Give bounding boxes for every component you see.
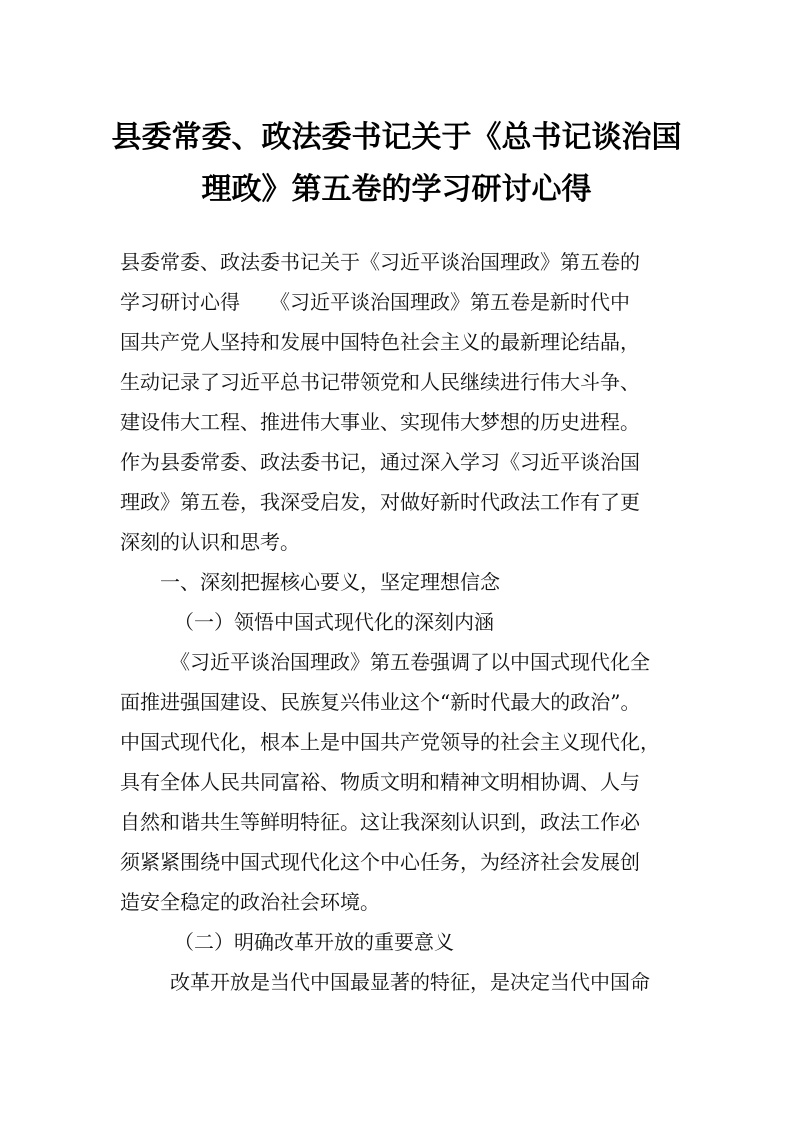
paragraph-line-7: 造安全稳定的政治社会环境。 xyxy=(120,890,380,914)
body-line-1: 县委常委、政法委书记关于《习近平谈治国理政》第五卷的 xyxy=(120,250,640,274)
paragraph-line-8: 改革开放是当代中国最显著的特征，是决定当代中国命 xyxy=(170,970,650,994)
paragraph-line-4: 具有全体人民共同富裕、物质文明和精神文明相协调、人与 xyxy=(120,770,640,794)
body-line-8: 深刻的认识和思考。 xyxy=(120,530,300,554)
paragraph-line-3: 中国式现代化，根本上是中国共产党领导的社会主义现代化， xyxy=(120,730,660,754)
paragraph-line-6: 须紧紧围绕中国式现代化这个中心任务，为经济社会发展创 xyxy=(120,850,640,874)
paragraph-line-1: 《习近平谈治国理政》第五卷强调了以中国式现代化全 xyxy=(170,650,650,674)
subsection-heading-1: （一）领悟中国式现代化的深刻内涵 xyxy=(174,610,494,634)
document-body xyxy=(120,242,680,1002)
paragraph-line-2: 面推进强国建设、民族复兴伟业这个“新时代最大的政治”。 xyxy=(120,690,641,714)
body-line-5: 建设伟大工程、推进伟大事业、实现伟大梦想的历史进程。 xyxy=(120,410,640,434)
document-title xyxy=(100,112,693,216)
body-line-2: 学习研讨心得 《习近平谈治国理政》第五卷是新时代中 xyxy=(120,290,630,314)
body-line-3: 国共产党人坚持和发展中国特色社会主义的最新理论结晶， xyxy=(120,330,640,354)
paragraph-line-5: 自然和谐共生等鲜明特征。这让我深刻认识到，政法工作必 xyxy=(120,810,640,834)
section-heading-1: 一、深刻把握核心要义，坚定理想信念 xyxy=(160,570,500,594)
body-line-6: 作为县委常委、政法委书记，通过深入学习《习近平谈治国 xyxy=(120,450,640,474)
subsection-heading-2: （二）明确改革开放的重要意义 xyxy=(174,930,454,954)
body-line-4: 生动记录了习近平总书记带领党和人民继续进行伟大斗争、 xyxy=(120,370,640,394)
title-line-2: 理政》第五卷的学习研讨心得 xyxy=(201,172,592,207)
body-line-7: 理政》第五卷，我深受启发，对做好新时代政法工作有了更 xyxy=(120,490,640,514)
title-line-1: 县委常委、政法委书记关于《总书记谈治国 xyxy=(111,120,682,155)
